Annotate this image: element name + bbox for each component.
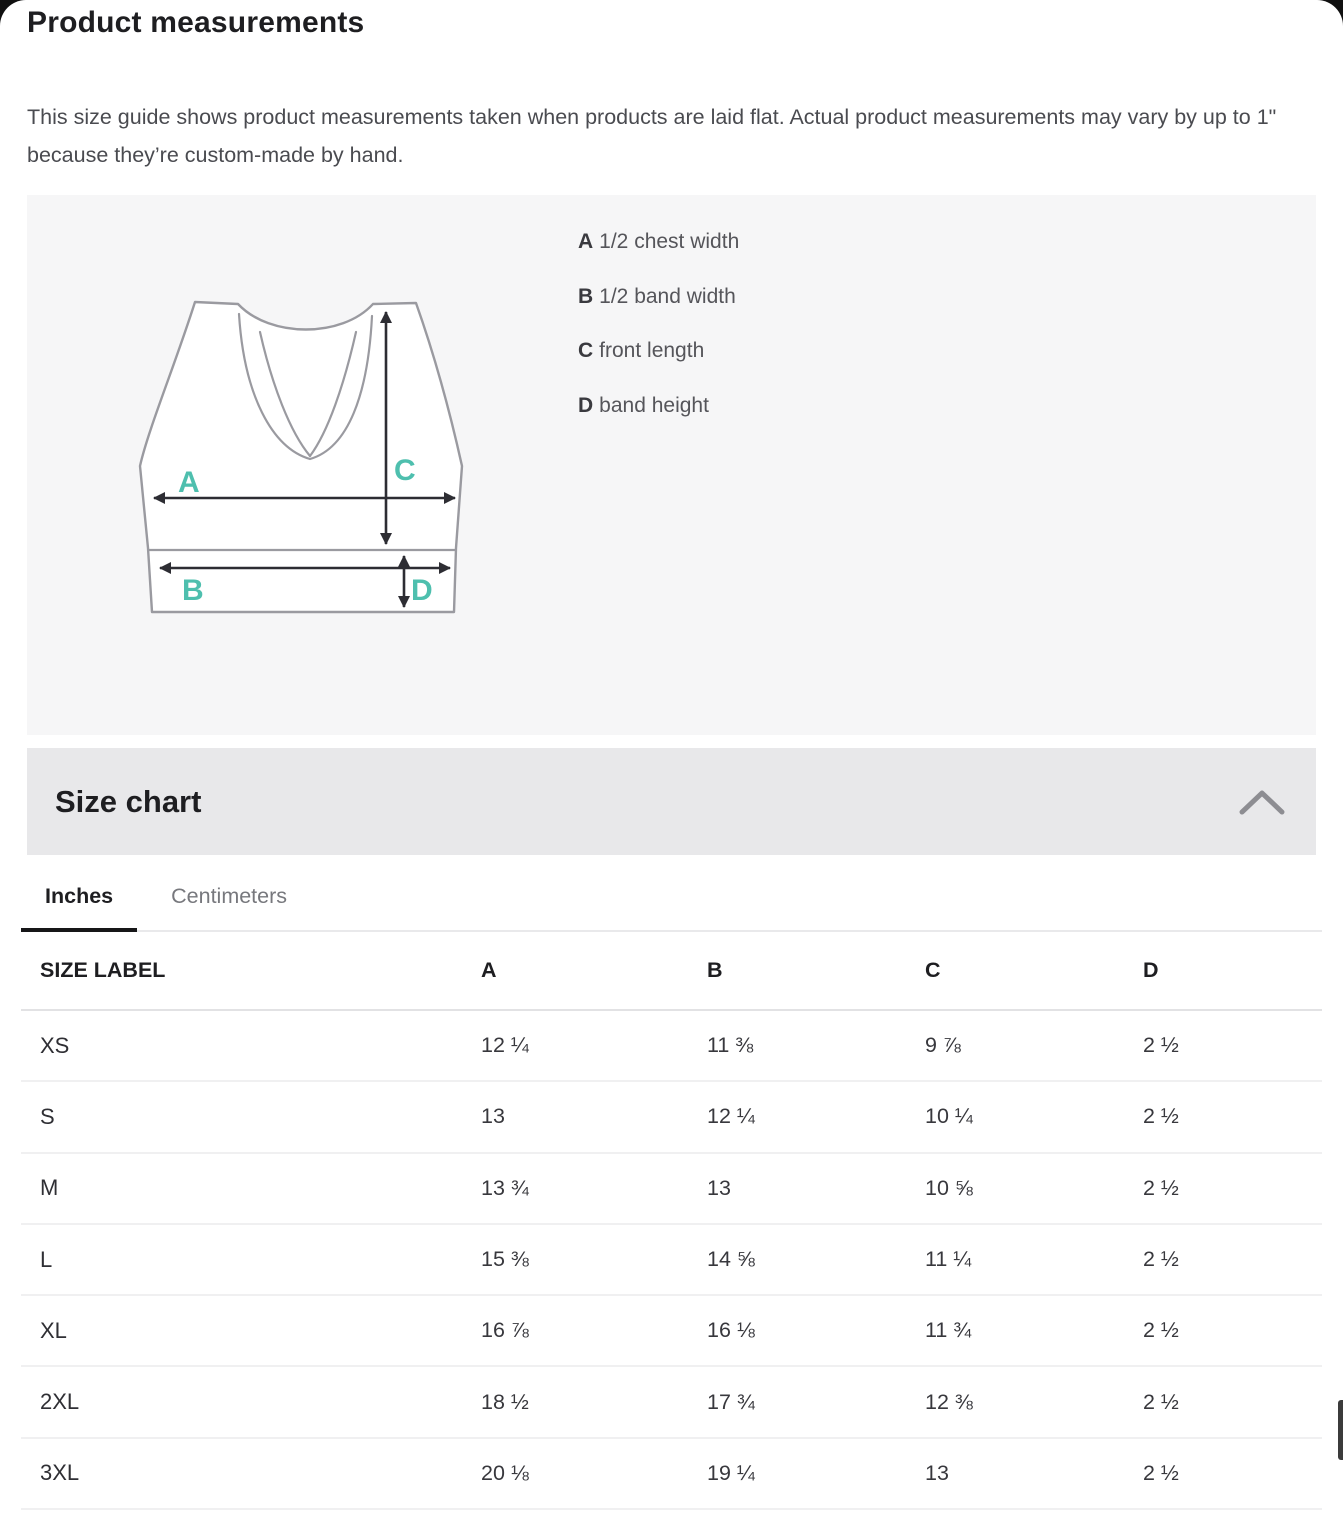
measurement-value-cell: 18 ½	[481, 1389, 529, 1414]
measurement-diagram-panel	[27, 195, 1316, 735]
measurement-value-cell: 15 ⅜	[481, 1247, 529, 1272]
table-row	[21, 1154, 1322, 1225]
size-table	[21, 932, 1322, 1510]
table-row	[21, 1296, 1322, 1367]
measurement-value-cell: 2 ½	[1143, 1175, 1179, 1200]
legend-letter: D	[578, 393, 594, 417]
size-label-cell: 3XL	[40, 1460, 80, 1486]
measurement-value-cell: 14 ⅝	[707, 1247, 755, 1272]
measurement-value-cell: 12 ¼	[707, 1104, 755, 1129]
legend-letter: A	[578, 230, 594, 253]
legend-item-a	[578, 231, 739, 253]
measurement-value-cell: 2 ½	[1143, 1460, 1179, 1485]
tab-label: Inches	[45, 883, 114, 908]
size-table-body	[21, 1011, 1322, 1510]
table-row	[21, 1011, 1322, 1082]
measurement-value-cell: 17 ¾	[707, 1389, 755, 1414]
diagram-label-d: D	[411, 574, 433, 607]
page-description: This size guide shows product measurements taken when products are laid flat. Actual product measurements may vary by up to 1" because they’re custom-made by hand.	[27, 105, 1277, 167]
measurement-value-cell: 9 ⅞	[925, 1033, 961, 1058]
measurement-value-cell: 13 ¾	[481, 1175, 529, 1200]
size-label-cell: M	[40, 1175, 59, 1201]
legend-label: 1/2 band width	[599, 284, 736, 308]
tab-inches[interactable]	[21, 862, 137, 930]
measurement-legend	[578, 231, 739, 449]
tab-label: Centimeters	[171, 883, 288, 908]
tab-centimeters[interactable]	[147, 862, 311, 930]
size-chart-header[interactable]	[27, 748, 1316, 855]
legend-letter: B	[578, 284, 594, 308]
legend-item-c	[578, 340, 739, 362]
measurement-value-cell: 2 ½	[1143, 1247, 1179, 1272]
measurement-value-cell: 2 ½	[1143, 1389, 1179, 1414]
scrollbar-thumb[interactable]	[1338, 1400, 1343, 1460]
table-row	[21, 1082, 1322, 1153]
diagram-label-a: A	[178, 466, 200, 499]
measurement-value-cell: 2 ½	[1143, 1318, 1179, 1343]
measurement-value-cell: 16 ⅛	[707, 1318, 755, 1343]
legend-label: front length	[599, 339, 705, 362]
units-tabs	[21, 862, 1322, 932]
legend-letter: C	[578, 339, 594, 362]
size-table-header-row	[21, 932, 1322, 1011]
legend-label: 1/2 chest width	[599, 230, 740, 253]
chevron-up-icon[interactable]	[1238, 789, 1286, 815]
measurement-value-cell: 12 ¼	[481, 1033, 529, 1058]
measurement-value-cell: 12 ⅜	[925, 1389, 973, 1414]
size-label-cell: XL	[40, 1317, 67, 1343]
column-header-b: B	[707, 958, 723, 982]
size-chart-title: Size chart	[55, 783, 202, 819]
table-row	[21, 1439, 1322, 1510]
measurement-value-cell: 13	[925, 1460, 949, 1485]
bra-measurement-diagram	[120, 280, 500, 630]
size-label-cell: S	[40, 1103, 55, 1129]
diagram-label-c: C	[394, 454, 416, 487]
size-label-cell: 2XL	[40, 1389, 80, 1415]
size-label-cell: XS	[40, 1032, 70, 1058]
measurement-value-cell: 2 ½	[1143, 1033, 1179, 1058]
measurement-value-cell: 13	[707, 1175, 731, 1200]
size-label-cell: L	[40, 1246, 53, 1272]
measurement-value-cell: 11 ⅜	[707, 1033, 754, 1058]
measurement-value-cell: 13	[481, 1104, 505, 1129]
measurement-value-cell: 2 ½	[1143, 1104, 1179, 1129]
measurement-value-cell: 19 ¼	[707, 1460, 755, 1485]
legend-item-b	[578, 286, 739, 308]
legend-item-d	[578, 395, 739, 417]
measurement-value-cell: 11 ¼	[925, 1247, 972, 1272]
measurement-value-cell: 16 ⅞	[481, 1318, 529, 1343]
column-header-c: C	[925, 958, 941, 982]
column-header-a: A	[481, 958, 497, 982]
column-header-size-label: SIZE LABEL	[40, 958, 166, 982]
table-row	[21, 1367, 1322, 1438]
column-header-d: D	[1143, 958, 1159, 982]
measurement-value-cell: 20 ⅛	[481, 1460, 529, 1485]
measurement-value-cell: 11 ¾	[925, 1318, 972, 1343]
measurement-value-cell: 10 ¼	[925, 1104, 973, 1129]
measurement-value-cell: 10 ⅝	[925, 1175, 973, 1200]
page-title: Product measurements	[27, 6, 365, 39]
table-row	[21, 1225, 1322, 1296]
diagram-label-b: B	[182, 574, 204, 607]
legend-label: band height	[599, 393, 709, 417]
